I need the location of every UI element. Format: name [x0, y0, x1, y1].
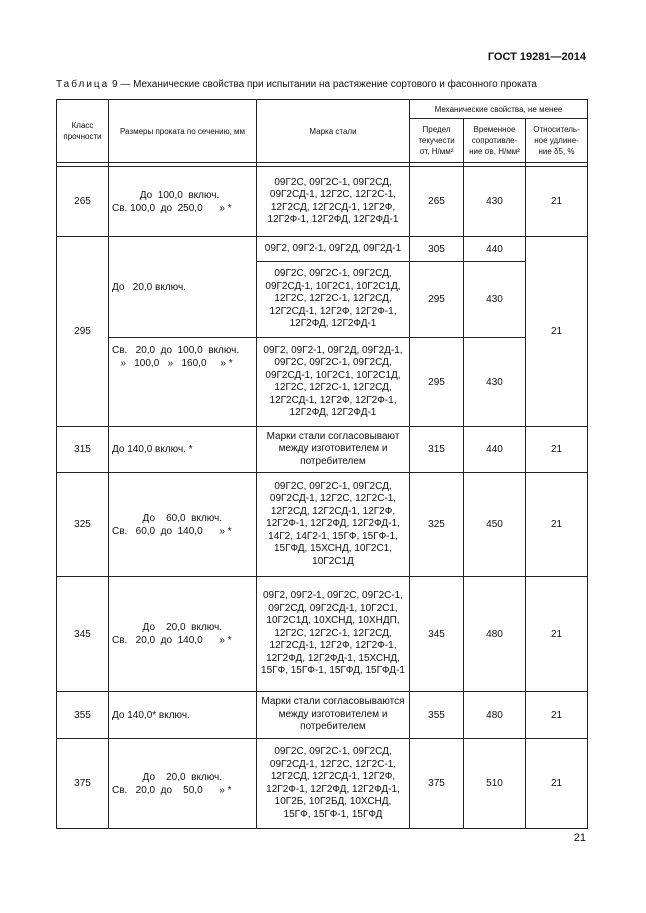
cell-yield: 295 — [410, 338, 464, 427]
cell-class: 345 — [57, 577, 109, 692]
cell-elongation: 21 — [526, 167, 588, 237]
table-caption-text: 9 — Механические свойства при испытании на растяжение сортового и фасонного проката — [109, 79, 537, 90]
cell-grade: 09Г2С, 09Г2С-1, 09Г2СД, 09Г2СД-1, 12Г2С, 12Г2С-1, 12Г2СД, 12Г2СД-1, 12Г2Ф, 12Г2Ф-1, 12Г2ФД, 12Г2ФД-1, 14Г2, 14Г2-1, 15ГФ, 15ГФ-1, 15ГФД, 15ХСНД, 10Г2С1, 10Г2С1Д — [257, 473, 410, 577]
cell-yield: 315 — [410, 427, 464, 473]
cell-elongation: 21 — [526, 473, 588, 577]
cell-grade: Марки стали согласовывают между изготовителем и потребителем — [257, 427, 410, 473]
col-header-yield: Предел текучести σт, Н/мм² — [410, 119, 464, 163]
cell-class: 355 — [57, 692, 109, 739]
col-header-mechanical-group: Механические свойства, не менее — [410, 100, 588, 119]
cell-yield: 295 — [410, 262, 464, 338]
cell-class: 375 — [57, 739, 109, 829]
cell-yield: 375 — [410, 739, 464, 829]
mechanical-properties-table — [56, 99, 588, 829]
cell-tensile: 430 — [464, 167, 526, 237]
col-header-elongation: Относитель-ное удлине-ние δ5, % — [526, 119, 588, 163]
cell-tensile: 440 — [464, 427, 526, 473]
table-row — [57, 338, 588, 427]
cell-size: До 20,0 включ. Св. 20,0 до 140,0 » * — [109, 577, 257, 692]
document-code: ГОСТ 19281—2014 — [487, 51, 586, 63]
cell-yield: 265 — [410, 167, 464, 237]
table-caption — [56, 79, 537, 90]
cell-yield: 345 — [410, 577, 464, 692]
cell-tensile: 480 — [464, 692, 526, 739]
cell-yield: 325 — [410, 473, 464, 577]
table-row — [57, 739, 588, 829]
cell-yield: 305 — [410, 237, 464, 262]
cell-tensile: 430 — [464, 262, 526, 338]
cell-tensile: 450 — [464, 473, 526, 577]
cell-size: До 140,0 включ. * — [109, 427, 257, 473]
cell-tensile: 510 — [464, 739, 526, 829]
col-header-steel-grade: Марка стали — [257, 100, 410, 163]
cell-class: 325 — [57, 473, 109, 577]
table-row — [57, 427, 588, 473]
cell-grade: 09Г2, 09Г2-1, 09Г2С, 09Г2С-1, 09Г2СД, 09Г2СД-1, 10Г2С1, 10Г2С1Д, 10ХСНД, 10ХНДП, 12Г2С, 12Г2С-1, 12Г2СД, 12Г2СД-1, 12Г2Ф, 12Г2Ф-1, 12Г2ФД, 12Г2ФД-1, 15ХСНД, 15ГФ, 15ГФ-1, 15ГФД, 15ГФД-1 — [257, 577, 410, 692]
cell-size: До 140,0* включ. — [109, 692, 257, 739]
table-row — [57, 692, 588, 739]
col-header-tensile: Временное сопротивле-ние σв, Н/мм² — [464, 119, 526, 163]
cell-elongation: 21 — [526, 237, 588, 427]
cell-grade: 09Г2С, 09Г2С-1, 09Г2СД, 09Г2СД-1, 10Г2С1, 10Г2С1Д, 12Г2С, 12Г2С-1, 12Г2СД, 12Г2СД-1, 12Г2Ф, 12Г2Ф-1, 12Г2ФД, 12Г2ФД-1 — [257, 262, 410, 338]
cell-grade: 09Г2, 09Г2-1, 09Г2Д, 09Г2Д-1, 09Г2С, 09Г2С-1, 09Г2СД, 09Г2СД-1, 10Г2С1, 10Г2С1Д, 12Г2С, 12Г2С-1, 12Г2СД, 12Г2СД-1, 12Г2Ф, 12Г2Ф-1, 12Г2ФД, 12Г2ФД-1 — [257, 338, 410, 427]
table-caption-label: Таблица — [56, 79, 110, 90]
table-row — [57, 577, 588, 692]
col-header-strength-class: Класс прочности — [57, 100, 109, 163]
table-row — [57, 473, 588, 577]
cell-elongation: 21 — [526, 739, 588, 829]
cell-size: До 20,0 включ. Св. 20,0 до 50,0 » * — [109, 739, 257, 829]
table-row — [57, 237, 588, 262]
cell-elongation: 21 — [526, 427, 588, 473]
cell-elongation: 21 — [526, 577, 588, 692]
cell-grade: 09Г2С, 09Г2С-1, 09Г2СД, 09Г2СД-1, 12Г2С, 12Г2С-1, 12Г2СД, 12Г2СД-1, 12Г2Ф, 12Г2Ф-1, 12Г2ФД, 12Г2ФД-1, 10Г2Б, 10Г2БД, 10ХСНД, 15ГФ, 15ГФ-1, 15ГФД — [257, 739, 410, 829]
cell-class: 295 — [57, 237, 109, 427]
cell-size: До 100,0 включ. Св. 100,0 до 250,0 » * — [109, 167, 257, 237]
table-row — [57, 167, 588, 237]
cell-yield: 355 — [410, 692, 464, 739]
cell-size: До 60,0 включ. Св. 60,0 до 140,0 » * — [109, 473, 257, 577]
cell-tensile: 440 — [464, 237, 526, 262]
cell-class: 265 — [57, 167, 109, 237]
cell-grade: 09Г2, 09Г2-1, 09Г2Д, 09Г2Д-1 — [257, 237, 410, 262]
cell-class: 315 — [57, 427, 109, 473]
cell-grade: Марки стали согласовываются между изготовителем и потребителем — [257, 692, 410, 739]
cell-tensile: 430 — [464, 338, 526, 427]
page-number: 21 — [573, 832, 586, 844]
cell-tensile: 480 — [464, 577, 526, 692]
col-header-sizes: Размеры проката по сечению, мм — [109, 100, 257, 163]
cell-elongation: 21 — [526, 692, 588, 739]
cell-size: Св. 20,0 до 100,0 включ. » 100,0 » 160,0 » * — [109, 338, 257, 427]
cell-grade: 09Г2С, 09Г2С-1, 09Г2СД, 09Г2СД-1, 12Г2С, 12Г2С-1, 12Г2СД, 12Г2СД-1, 12Г2Ф, 12Г2Ф-1, 12Г2ФД, 12Г2ФД-1 — [257, 167, 410, 237]
cell-size: До 20,0 включ. — [109, 237, 257, 338]
